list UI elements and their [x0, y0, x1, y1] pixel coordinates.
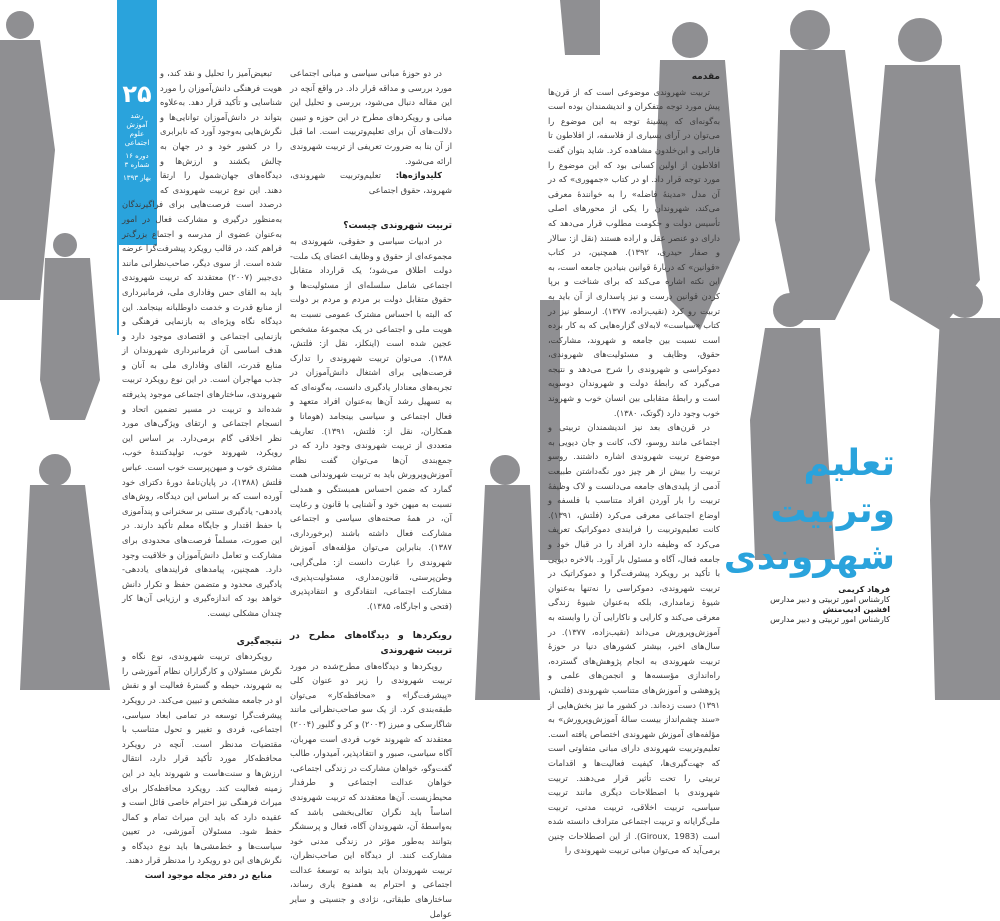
body-paragraph: رویکردهای تربیت شهروندی، نوع نگاه و نگرش مسئولان و کارگزاران نظام آموزشی را به شهروند، حیطه و گسترهٔ فعالیت او و نقش او در جامعه مشخص و تبیین می‌کند. در رویکرد پیشرفت‌گرا توسعه در تمامی ابعاد سیاسی، اجتماعی، فردی و تغییر و تحول متناسب با مقتضیات مدنظر است. آنچه در رویکرد محافظه‌کار مورد تأکید قرار دارد، انتقال ارزش‌ها و سنت‌هاست و شهروند باید در این زمینه فعالیت کند. رویکرد محافظه‌کار برای میراث فرهنگی نیز احترام خاصی قائل است و عقیده دارد که باید این میراث تمام و کمال حفظ شود. مسئولان آموزشی، در تعیین سیاست‌ها و خط‌مشی‌ها باید نوع دیدگاه و نگرش‌های این دو رویکرد را مدنظر قرار دهند. — [122, 651, 282, 866]
body-paragraph: در دو حوزهٔ مبانی سیاسی و مبانی اجتماعی مورد بررسی و مداقه قرار داد. در واقع آنچه در این مقاله دنبال می‌شود، بررسی و تحلیل این مبانی و رویکردهای مطرح در این حوزه و تبیین دلالت‌های آن برای تعلیم‌وتربیت است. اما قبل از آن بنا به ضرورت تعریفی از تربیت شهروندی ارائه می‌شود. — [290, 68, 452, 166]
keywords: تعلیم‌وتربیت شهروندی، شهروند، حقوق اجتماعی — [290, 170, 452, 195]
journal-name: رشد آموزش علوم اجتماعی — [124, 112, 150, 147]
left-column — [122, 66, 282, 883]
title-line: شهروندی — [723, 537, 895, 578]
issue-season: بهار ۱۳۹۳ — [123, 174, 151, 182]
author-role: کارشناس امور تربیتی و دبیر مدارس — [770, 615, 890, 624]
article-title — [723, 440, 895, 581]
middle-column — [290, 66, 452, 921]
keywords-label: کلیدواژه‌ها: — [395, 170, 442, 181]
section-heading: رویکردها و دیدگاه‌های مطرح در تربیت شهروندی — [290, 631, 452, 656]
section-heading: تربیت شهروندی چیست؟ — [343, 221, 452, 232]
conclusion-heading: نتیجه‌گیری — [236, 636, 282, 647]
body-paragraph: تربیت شهروندی موضوعی است که از قرن‌ها پیش مورد توجه متفکران و اندیشمندان بوده است به‌گونه‌ای که پیشینهٔ توجه به این موضوع را می‌توان در آرای بسیاری از فلاسفه، از افلاطون تا فارابی و ابن‌خلدون مشاهده کرد. شاید بتوان گفت افلاطون از اولین کسانی بود که این موضوع را مورد توجه قرار داد. او در کتاب «جمهوری» که در آن مدل «مدینهٔ فاضله» را به خوانندهٔ معرفی می‌کند، شهروندان را یکی از محورهای اصلی تأسیس دولت و حکومت مطلوب قرار می‌دهد که دارای دو عنصر عقل و اراده هستند (نقل از: سالار و صفار حیدری، ۱۳۹۲). همچنین، در کتاب «قوانین» که دربارهٔ قوانین بنیادین جامعه است، به این نکته اشاره می‌کند که برای شناخت و برپا کردن قوانین درست و نیز پاسداری از آن باید به تربیت رو کرد (نقیب‌زاده، ۱۳۷۷). ارسطو نیز در کتاب «سیاست» لابه‌لای گزاره‌هایی که به کار برده است نسبت بین جامعه و شهروند، مشارکت، حقوق، وظایف و مسئولیت‌های شهروندی، دموکراسی و شهروندی را شرح می‌دهد و نتیجه می‌گیرد که رابطهٔ دولت و شهروندان دوسویه است و رابطهٔ متقابلی بین انسان خوب و شهروند خوب وجود دارد (گوتک، ۱۳۸۰). — [548, 86, 721, 418]
people-silhouettes-left — [0, 0, 125, 700]
intro-heading: مقدمه — [691, 72, 720, 82]
title-line: وتربیت — [770, 490, 895, 531]
issue-volume: دوره ۱۶ شماره ۳ — [124, 152, 150, 169]
author-name: افشین ادیب‌منش — [822, 605, 890, 614]
body-paragraph: در قرن‌های بعد نیز اندیشمندان تربیتی و اجتماعی مانند روسو، لاک، کانت و جان دیویی به موضوع تربیت شهروندی اشاره داشتند. روسو تربیت را بیش از هر چیز دور نگه‌داشتن طبیعت آدمی از پلیدی‌های جامعه می‌دانست و لاک وظیفهٔ تربیت را بار آوردن افراد متناسب با فلسفه و اوضاع اجتماعی معرفی می‌کرد (فلتش، ۱۳۹۱). کانت تعلیم‌وتربیت را فرایندی دموکراتیک تعریف می‌کرد که وظیفه دارد افراد را در قبال خود و جامعه فعال، آگاه و مسئول بار آورد. بالاخره دیویی با تأکید بر رویکرد پیشرفت‌گرا و دموکراتیک در تربیت شهروندی، دموکراسی را نه‌تنها به‌عنوان شیوهٔ زمامداری، بلکه به‌عنوان شیوهٔ زندگی معرفی می‌کند و کارایی و ناکارایی آن را وابسته به آموزش‌وپرورش می‌داند (نقیب‌زاده، ۱۳۷۷). در سال‌های اخیر، بیشتر کشورهای دنیا در حوزهٔ تربیت شهروندی به انجام پژوهش‌های گسترده، راه‌اندازی مؤسسه‌ها و انجمن‌های علمی و پژوهشی و آموزش‌های متناسب شهروندی (فلتش، ۱۳۹۱) دست زده‌اند. در کشور ما نیز بخش‌هایی از «سند چشم‌انداز بیست سالهٔ آموزش‌وپرورش» به مؤلفه‌های آموزش شهروندی اختصاص یافته است. تعلیم‌وتربیت شهروندی دارای مبانی متفاوتی است که جهت‌گیری‌ها، کیفیت فعالیت‌ها و اقدامات تربیتی را تحت تأثیر قرار می‌دهند. تربیت شهروندی با اصطلاحات دیگری مانند تربیت سیاسی، تربیت اخلاقی، تربیت مدنی، تربیت ملی‌گرایانه و تربیت اجتماعی مترادف دانسته شده است (Giroux, 1983). از این اصطلاحات چنین برمی‌آید که می‌توان مبانی تربیت شهروندی را — [548, 422, 720, 856]
sources-note: منابع در دفتر مجله موجود است — [144, 870, 272, 881]
author-name: فرهاد کریمی — [838, 585, 890, 594]
right-column — [548, 62, 720, 858]
people-silhouettes-center — [455, 440, 550, 700]
body-paragraph: رویکردها و دیدگاه‌های مطرح‌شده در مورد تربیت شهروندی را زیر دو عنوان کلی «پیشرفت‌گرا» و «محافظه‌کار» می‌توان طبقه‌بندی کرد. از یک سو صاحب‌نظرانی مانند شاگارسکی و میرز (۲۰۰۳) و کر و گلیور (۲۰۰۴) معتقدند که شهروند خوب فردی است مهربان، آگاه سیاسی، صبور و انتقادپذیر، آمیدوار، طالب گفت‌وگو، خواهان مشارکت در زندگی اجتماعی، خواهان عدالت اجتماعی و طرفدار محیط‌زیست. آن‌ها معتقدند که تربیت شهروندی اساساً باید نگران تعالی‌بخشی باشد که به‌واسطهٔ آن، شهروندان آگاه، فعال و پرسشگر بتوانند به‌طور مؤثر در زندگی مدنی خود مشارکت کنند. از دیدگاه این صاحب‌نظران، تربیت شهروندان باید بتواند به توسعهٔ عدالت اجتماعی و احترام به همنوع یاری رساند، ساختارهای طبقاتی، نژادی و جنسیتی و سایر عوامل — [290, 660, 452, 919]
body-paragraph: در ادبیات سیاسی و حقوقی، شهروندی به مجموعه‌ای از حقوق و وظایف اعضای یک ملت- دولت اطلاق می‌شود؛ یک قرارداد متقابل اجتماعی شامل سلسله‌ای از مسئولیت‌ها و حقوق متقابل دولت بر مردم و مردم بر دولت که البته با احساس مشترک عمومی نسبت به هویت ملی و اجتماعی در یک مجموعهٔ مشخص عجین شده است (اینکلز، نقل از: فلتش، ۱۳۸۸). می‌توان تربیت شهروندی را تدارک فرصت‌هایی برای اشتغال دانش‌آموزان در تجربه‌های معنادار یادگیری دانست، به‌گونه‌ای که به تسهیل رشد آن‌ها به‌عنوان افراد متعهد و فعال اجتماعی و سیاسی بینجامد (هومانا و همکاران، نقل از: فلتش، ۱۳۹۱). تعاریف متعددی از تربیت شهروندی وجود دارد که در جمع‌بندی آن‌ها می‌توان گفت نظام آموزش‌وپرورش باید به تربیت شهروندانی همت گمارد که ضمن احساس همبستگی و همدلی نسبت به میهن خود و آشنایی با قانون و رعایت آن، در همهٔ صحنه‌های سیاسی و اجتماعی مشارکت فعال داشته باشند (برخورداری، ۱۳۸۷). بنابراین می‌توان مؤلفه‌های آموزش شهروندی را عبارت دانست از: ملی‌گرایی، وطن‌پرستی، قانون‌مداری، مسئولیت‌پذیری، مشارکت اجتماعی، انتقادگری و انتقادپذیری (فتحی و اجارگاه، ۱۳۸۵). — [290, 235, 452, 611]
column-divider — [117, 245, 119, 335]
page-number: ۲۵ — [122, 80, 152, 108]
sidebar-wrap-spacer — [122, 66, 160, 194]
author-role: کارشناس امور تربیتی و دبیر مدارس — [770, 595, 890, 604]
author-list — [755, 585, 890, 625]
body-paragraph: تبعیض‌آمیز را تحلیل و نقد کند، و هویت فرهنگی دانش‌آموزان را مورد شناسایی و تأکید قرار دهد. به‌علاوه بتواند در دانش‌آموزان توانایی‌ها و نگرش‌هایی به‌وجود آورد که نابرابری را در کشور خود و در جهان به چالش بکشند و ارزش‌ها و دیدگاه‌های جهان‌شمول را ارتقا دهند. این نوع تربیت شهروندی که درصدد است فرصت‌هایی برای فراگیرندگان به‌منظور درگیری و مشارکت فعال در امور به‌عنوان عضوی از مدرسه و اجتماع بزرگ‌تر فراهم کند، در قالب رویکرد پیشرفت‌گرا عرضه شده است. از سوی دیگر، صاحب‌نظرانی مانند دی‌جیبر (۲۰۰۷) معتقدند که تربیت شهروندی باید به القای حس وفاداری ملی، فرمانبرداری از منابع قدرت و خدمت داوطلبانه بینجامد. این دیدگاه نگاه ویژه‌ای به بازنمایی فرهنگی و بازنمایی اجتماعی و اقتصادی موجود دارد و هدف اساسی آن فرمانبرداری شهروندان از منابع قدرت، القای وفاداری ملی به آنان و جذب مهاجران است. در این نوع رویکرد تربیت شهروندی، ساختارهای اجتماعی موجود پذیرفته شده‌اند و تربیت در مسیر تضمین اتحاد و انسجام اجتماعی و ارتقای ویژگی‌های مورد نظر اخلاقی گام برمی‌دارد. بر اساس این رویکرد، شهروند خوب، تولیدکنندهٔ خوب، مشتری خوب و میهن‌پرست خوب است. عباس فلتش (۱۳۸۸)، در پایان‌نامهٔ دورهٔ دکترای خود آورده است که بر اساس این دیدگاه، روش‌های یاددهی- یادگیری سنتی بر سخنرانی و پندآموزی با حفظ اقتدار و جایگاه معلم تأکید دارند. در این صورت، مسلماً فرصت‌های محدودی برای مشارکت و تعامل دانش‌آموزان و خلاقیت وجود دارد. همچنین، پیامدهای فرایندهای یاددهی- یادگیری محدود و متضمن حفظ و تکرار دانش خواهد بود که اندازه‌گیری و ارزیابی آن‌ها کار چندان مشکلی نیست. — [122, 68, 283, 618]
title-line: تعلیم — [803, 443, 895, 484]
